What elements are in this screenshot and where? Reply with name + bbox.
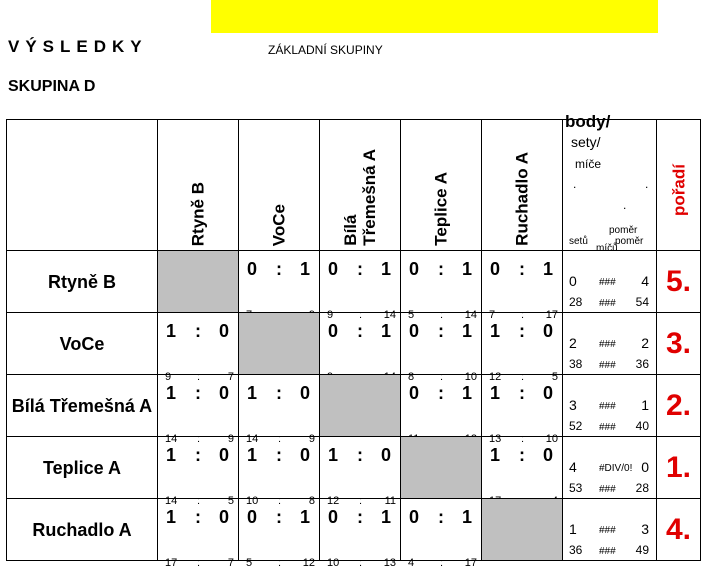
dot-mark: .	[623, 198, 627, 212]
match-score: 0 : 1	[328, 321, 392, 341]
stat-ratio: ###	[599, 422, 616, 433]
match-score: 0 : 1	[409, 321, 473, 341]
stat-sety: 4	[641, 273, 649, 289]
stat-ratio: ###	[599, 484, 616, 495]
match-score: 0 : 1	[247, 259, 311, 279]
pomer-label: poměr	[609, 225, 638, 236]
match-cell: 0 : 1 4 : 17	[401, 499, 482, 561]
stat-ratio: ###	[599, 360, 616, 371]
stats-cell	[563, 313, 657, 375]
group-title: SKUPINA D	[8, 78, 96, 95]
match-score: 0 : 1	[328, 507, 392, 527]
pomer-label: poměr	[615, 236, 644, 247]
match-score: 1 : 0	[247, 383, 311, 403]
match-score: 1 : 0	[490, 445, 554, 465]
stat-body: 2	[569, 335, 577, 351]
match-cell: 0 : 1 9 : 14	[320, 251, 401, 313]
stat-mice-lost: 49	[635, 543, 649, 557]
stat-sety: 1	[641, 397, 649, 413]
match-cell: 0 : 1 10 : 13	[320, 499, 401, 561]
match-score: 1 : 0	[247, 445, 311, 465]
match-cell	[482, 437, 563, 499]
match-score: 1 : 0	[166, 445, 230, 465]
stats-cell	[563, 251, 657, 313]
stat-ratio: ###	[599, 525, 616, 536]
rank-cell: 2.	[657, 375, 701, 437]
dot-mark: .	[645, 177, 649, 191]
micu-label: míčů	[596, 243, 618, 254]
stats-cell	[563, 437, 657, 499]
col-header-3	[401, 120, 482, 251]
self-match-cell	[320, 375, 401, 437]
match-cell: 1 : 0 9 : 7	[158, 313, 239, 375]
match-cell: 1 : 0 17 : 7	[158, 499, 239, 561]
corner-cell	[7, 120, 158, 251]
rank-cell: 4.	[657, 499, 701, 561]
row-team-name: Bílá Třemešná A	[7, 375, 158, 437]
match-score: 0 : 1	[409, 383, 473, 403]
stat-ratio: ###	[599, 546, 616, 557]
stat-sety: 3	[641, 521, 649, 537]
highlight-banner	[211, 0, 658, 33]
page-title: VÝSLEDKY	[8, 37, 148, 56]
match-score: 0 : 1	[328, 259, 392, 279]
match-cell	[401, 375, 482, 437]
stat-ratio: ###	[599, 277, 616, 288]
col-header-4	[482, 120, 563, 251]
table-row	[7, 251, 701, 313]
match-cell: 1 : 0 12 : 5	[482, 313, 563, 375]
match-cell: 1 : 0 14 : 5	[158, 437, 239, 499]
match-score: 1 : 0	[166, 321, 230, 341]
match-cell: 1 : 0 10 : 8	[239, 437, 320, 499]
rank-cell: 1.	[657, 437, 701, 499]
self-match-cell	[239, 313, 320, 375]
match-score: 0 : 1	[409, 507, 473, 527]
stat-body: 0	[569, 273, 577, 289]
self-match-cell	[482, 499, 563, 561]
stats-header	[563, 112, 657, 254]
row-team-name: VoCe	[7, 313, 158, 375]
stat-body: 4	[569, 459, 577, 475]
col-header-label: VoCe	[269, 203, 289, 246]
stat-ratio: ###	[599, 298, 616, 309]
match-cell: 1 : 0 13 : 10	[482, 375, 563, 437]
table-row	[7, 437, 701, 499]
self-match-cell	[158, 251, 239, 313]
match-cell: 0 : 1 8 : 10	[401, 313, 482, 375]
match-cell: 0 : 1 5 : 12	[239, 499, 320, 561]
stat-ratio: ###	[599, 339, 616, 350]
row-team-name: Teplice A	[7, 437, 158, 499]
rank-cell: 5.	[657, 251, 701, 313]
stat-ratio: ###	[599, 401, 616, 412]
setu-label: setů	[569, 236, 588, 247]
stat-mice-lost: 28	[635, 481, 649, 495]
self-match-cell	[401, 437, 482, 499]
stat-body: 3	[569, 397, 577, 413]
match-cell: 1 : 0 12 : 11	[320, 437, 401, 499]
rank-header-label: pořadí	[669, 164, 688, 216]
match-score: 1 : 0	[166, 383, 230, 403]
stat-mice-lost: 40	[635, 419, 649, 433]
match-score: 0 : 1	[247, 507, 311, 527]
stat-mice-won: 38	[569, 357, 583, 371]
stat-ratio: #DIV/0!	[599, 463, 633, 474]
col-header-label: Ruchadlo A	[512, 152, 532, 246]
table-row	[7, 313, 701, 375]
stats-cell	[563, 499, 657, 561]
page-subtitle: ZÁKLADNÍ SKUPINY	[268, 43, 383, 57]
col-header-2	[320, 120, 401, 251]
col-header-1	[239, 120, 320, 251]
stat-mice-won: 52	[569, 419, 583, 433]
stats-cell	[563, 375, 657, 437]
dot-mark: .	[573, 177, 577, 191]
row-team-name: Rtyně B	[7, 251, 158, 313]
match-cell: 0 : 1 5 : 14	[401, 251, 482, 313]
col-header-0	[158, 120, 239, 251]
match-score: 1 : 0	[328, 445, 392, 465]
results-table	[6, 112, 701, 569]
match-score: 0 : 1	[409, 259, 473, 279]
stat-mice-lost: 36	[635, 357, 649, 371]
table-row	[7, 499, 701, 561]
mice-label: míče	[575, 157, 602, 171]
match-cell: 1 : 0 14 : 9	[158, 375, 239, 437]
rank-header	[657, 120, 701, 251]
header-row	[7, 120, 701, 251]
match-score: 1 : 0	[490, 383, 554, 403]
match-cell	[239, 251, 320, 313]
stat-mice-won: 53	[569, 481, 583, 495]
match-score: 1 : 0	[490, 321, 554, 341]
stat-mice-won: 36	[569, 543, 583, 557]
match-cell	[320, 313, 401, 375]
body-label: body/	[565, 112, 611, 131]
col-header-label: Bílá Třemešná A	[341, 149, 379, 246]
match-score: 1 : 0	[166, 507, 230, 527]
stat-mice-won: 28	[569, 295, 583, 309]
rank-cell: 3.	[657, 313, 701, 375]
sety-label: sety/	[571, 134, 601, 150]
match-score: 0 : 1	[490, 259, 554, 279]
stat-mice-lost: 54	[635, 295, 649, 309]
match-cell: 1 : 0 14 : 9	[239, 375, 320, 437]
stat-body: 1	[569, 521, 577, 537]
col-header-label: Rtyně B	[188, 181, 208, 246]
table-row	[7, 375, 701, 437]
row-team-name: Ruchadlo A	[7, 499, 158, 561]
stat-sety: 2	[641, 335, 649, 351]
stat-sety: 0	[641, 459, 649, 475]
match-cell: 0 : 1 7 : 17	[482, 251, 563, 313]
col-header-label: Teplice A	[431, 172, 451, 246]
